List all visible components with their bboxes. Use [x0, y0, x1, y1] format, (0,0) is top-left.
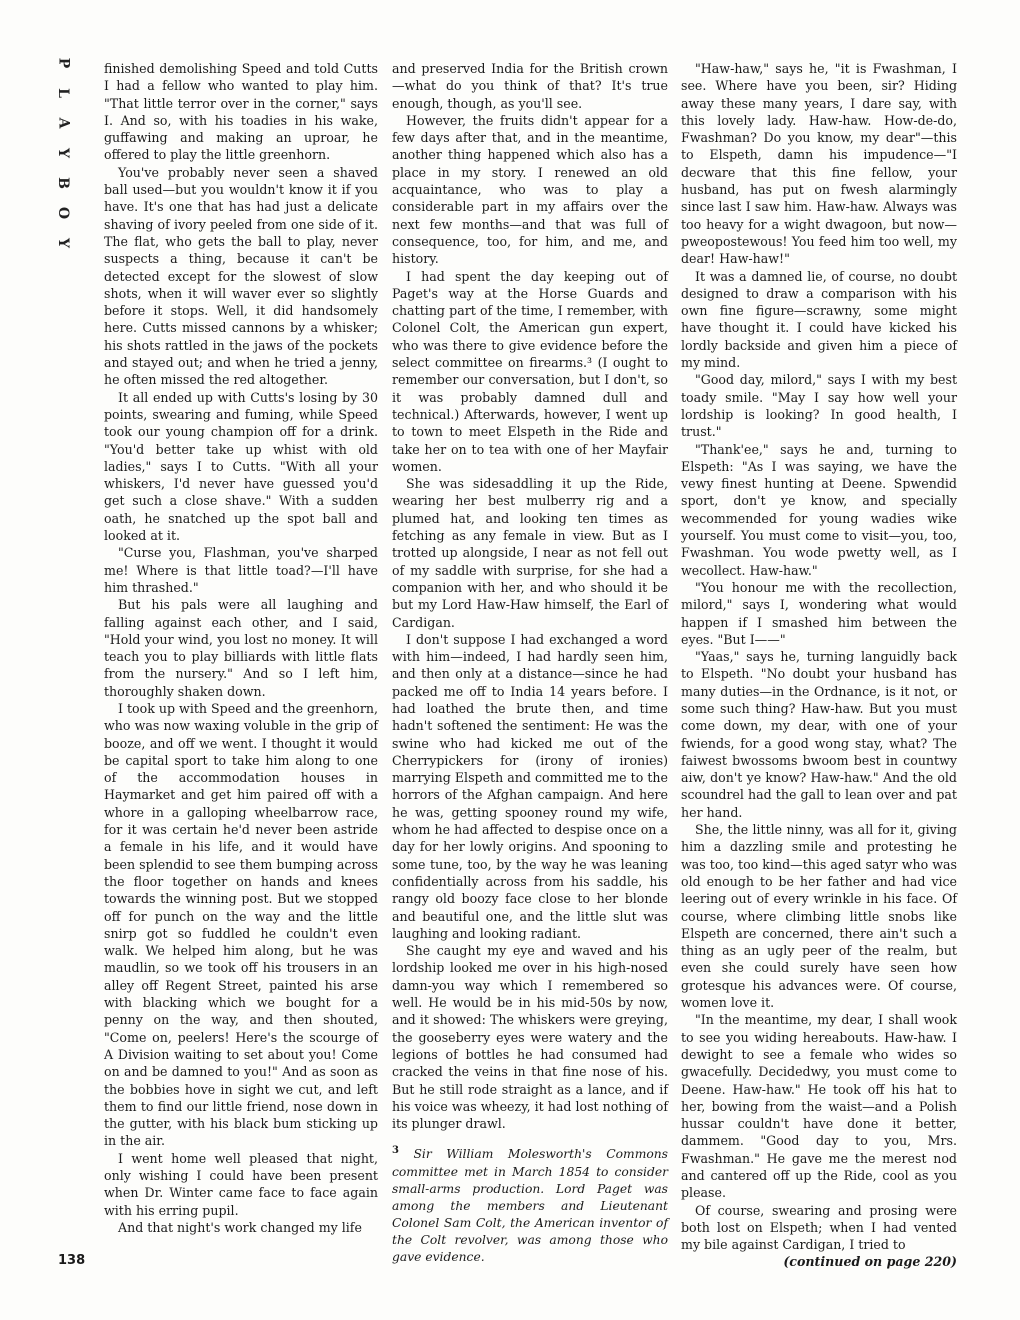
- paragraph: She was sidesaddling it up the Ride, wearing her best mulberry rig and a plumed hat, and looking ten times as fetching as any female in view. But as I trotted up alongside, I near as not fell out of my saddle with surprise, for she had a companion with her, and who should it be but my Lord Haw-Haw himself, the Earl of Cardigan.: [392, 476, 668, 630]
- paragraph: She, the little ninny, was all for it, giving him a dazzling smile and protesting he was too, too kind—this aged satyr who was old enough to be her father and had vice leering out of every wrinkle in his face. Of course, where climbing little snobs like Elspeth are concerned, there ain't such a thing as an ugly peer of the realm, but even she could surely have seen how grotesque his advances were. Of course, women love it.: [681, 822, 957, 1011]
- paragraph: It was a damned lie, of course, no doubt designed to draw a comparison with his own fine figure—scrawny, some might have thought it. I could have kicked his lordly backside and given him a piece of my mind.: [681, 268, 957, 371]
- paragraph: finished demolishing Speed and told Cutts I had a fellow who wanted to play him. "That little terror over in the corner," says I. And so, with his toadies in his wake, guffawing and making an uproar, he offered to play the little greenhorn.: [104, 61, 378, 163]
- paragraph: "In the meantime, my dear, I shall wook to see you widing hereabouts. Haw-haw. I dewight to see a female who wides so gwacefully. Decidedwy, you must come to Deene. Haw-haw." He took off his hat to her, bowing from the waist—and a Polish hussar couldn't have done it better, dammem. "Good day to you, Mrs. Fwashman." He gave me the merest nod and cantered off up the Ride, cool as you please.: [681, 1012, 957, 1201]
- paragraph: However, the fruits didn't appear for a few days after that, and in the meantime, another thing happened which also has a place in my story. I renewed an old acquaintance, who was to play a considerable part in my affairs over the next few months—and that was full of consequence, too, for him, and me, and history.: [392, 112, 668, 267]
- side-title-letter: P: [55, 57, 71, 69]
- side-title-letter: B: [55, 177, 71, 189]
- paragraph: She caught my eye and waved and his lordship looked me over in his high-nosed damn-you way which I remembered so well. He would be in his mid-50s by now, and it showed: The whiskers were greying, the gooseberry eyes were watery and the legions of bottles he had consumed had cracked the veins in that fine nose of his. But he still rode straight as a lance, and if his voice was wheezy, it had lost nothing of its plunger drawl.: [392, 943, 668, 1132]
- paragraph: I had spent the day keeping out of Paget's way at the Horse Guards and chatting part of the time, I remember, with Colonel Colt, the American gun expert, who was there to give evidence before the select committee on firearms.³ (I ought to remember our conversation, but I don't, so it was probably damned dull and technical.) Afterwards, however, I went up to town to meet Elspeth in the Ride and take her on to tea with one of her Mayfair women.: [392, 268, 668, 474]
- text-column-3: [681, 60, 957, 1271]
- paragraph: "Yaas," says he, turning languidly back to Elspeth. "No doubt your husband has many duties—in the Ordnance, is it not, or some such thing? Haw-haw. But you must come down, my dear, with one of your fwiends, for a good wong stay, what? The faiwest bwossoms bwoom best in countwy aiw, don't ye know? Haw-haw." And the old scoundrel had the gall to lean over and pat her hand.: [681, 649, 957, 820]
- side-title-letter: A: [55, 117, 71, 129]
- paragraph: I went home well pleased that night, only wishing I could have been present when Dr. Winter came face to face again with his erring pupil.: [104, 1150, 378, 1218]
- side-title-letter: Y: [55, 148, 71, 158]
- paragraph: "You honour me with the recollection, milord," says I, wondering what would happen if I smashed him between the eyes. "But I——": [681, 579, 957, 647]
- paragraph: I don't suppose I had exchanged a word with him—indeed, I had hardly seen him, and then only at a distance—since he had packed me off to India 14 years before. I had loathed the brute then, and time hadn't softened the sentiment: He was the swine who had kicked me out of the Cherrypickers for (irony of ironies) marrying Elspeth and committed me to the horrors of the Afghan campaign. And here he was, getting spooney round my wife, whom he had affected to despise once on a day for her lowly origins. And spooning to some tune, too, by the way he was leaning confidentially across from his saddle, his rangy old boozy face close to her blonde and beautiful one, and the little slut was laughing and looking radiant.: [392, 631, 668, 941]
- paragraph: It all ended up with Cutts's losing by 30 points, swearing and fuming, while Speed took our young champion off for a drink. "You'd better take up whist with old ladies," says I to Cutts. "With all your whiskers, I'd never have guessed you'd get such a close shave." With a sudden oath, he snatched up the spot ball and looked at it.: [104, 389, 378, 544]
- paragraph: You've probably never seen a shaved ball used—but you wouldn't know it if you have. It's one that has had just a delicate shaving of ivory peeled from one side of it. The flat, who gets the ball to play, never suspects a thing, because it can't be detected except for the slowest of slow shots, when it will waver ever so slightly before it stops. Well, it did handsomely here. Cutts missed cannons by a whisker; his shots rattled in the jaws of the pockets and stayed out; and when he tried a jenny, he often missed the red altogether.: [104, 164, 378, 388]
- paragraph: But his pals were all laughing and falling against each other, and I said, "Hold your wind, you lost no money. It will teach you to play billiards with little flats from the nursery." And so I left him, thoroughly shaken down.: [104, 597, 378, 699]
- paragraph: and preserved India for the British crown—what do you think of that? It's true enough, though, as you'll see.: [392, 61, 668, 111]
- text-column-1: [104, 60, 378, 1236]
- continued-note: (continued on page 220): [783, 1254, 957, 1270]
- text-column-2: [392, 60, 668, 1266]
- side-title-letter: O: [54, 206, 71, 220]
- paragraph: "Haw-haw," says he, "it is Fwashman, I see. Where have you been, sir? Hiding away these many years, I dare say, with this lovely lady. Haw-haw. How-de-do, Fwashman? Do you know, my dear"—this to Elspeth, damn his impudence—"I decware that this fine fellow, your husband, has put on fwesh alarmingly since last I saw him. Haw-haw. Always was too heavy for a wight dwagoon, but now—pweopostewous! You feed him too well, my dear! Haw-haw!": [681, 61, 957, 267]
- side-title-letter: L: [55, 88, 71, 98]
- side-title-letter: Y: [55, 238, 71, 248]
- magazine-side-title: [56, 56, 70, 250]
- paragraph: "Thank'ee," says he and, turning to Elspeth: "As I was saying, we have the vewy finest hunting at Deene. Spwendid sport, don't ye know, and specially wecommended for young wadies wike yourself. You must come to visit—you, too, Fwashman. You wode pwetty well, as I wecollect. Haw-haw.": [681, 441, 957, 578]
- paragraph: And that night's work changed my life: [118, 1219, 362, 1235]
- paragraph: "Good day, milord," says I with my best toady smile. "May I say how well your lordship is looking? In good health, I trust.": [681, 372, 957, 440]
- page-number: 138: [58, 1253, 86, 1268]
- footnote-text: Sir William Molesworth's Commons committee met in March 1854 to consider small-arms production. Lord Paget was among the members and Lieutenant Colonel Sam Colt, the American inventor of the Colt revolver, was among those who gave evidence.: [392, 1147, 668, 1264]
- footnote-marker: 3: [392, 1145, 399, 1157]
- footnote: [392, 1142, 668, 1265]
- paragraph: I took up with Speed and the greenhorn, who was now waxing voluble in the grip of booze, and off we went. I thought it would be capital sport to take him along to one of the accommodation houses in Haymarket and get him paired off with a whore in a galloping wheelbarrow race, for it was certain he'd never been astride a female in his life, and it would have been splendid to see them bumping across the floor together on hands and knees towards the winning post. But we stopped off for punch on the way and the little snirp got so fuddled he couldn't even walk. We helped him along, but he was maudlin, so we took off his trousers in an alley off Regent Street, painted his arse with blacking which we bought for a penny on the way, and then shouted, "Come on, peelers! Here's the scourge of A Division waiting to set about you! Come on and be damned to you!" And as soon as the bobbies hove in sight we cut, and left them to find our little friend, nose down in the gutter, with his black bum sticking up in the air.: [104, 700, 378, 1149]
- paragraph: "Curse you, Flashman, you've sharped me! Where is that little toad?—I'll have him thrashed.": [104, 545, 378, 595]
- paragraph: Of course, swearing and prosing were both lost on Elspeth; when I had vented my bile against Cardigan, I tried to: [681, 1202, 957, 1253]
